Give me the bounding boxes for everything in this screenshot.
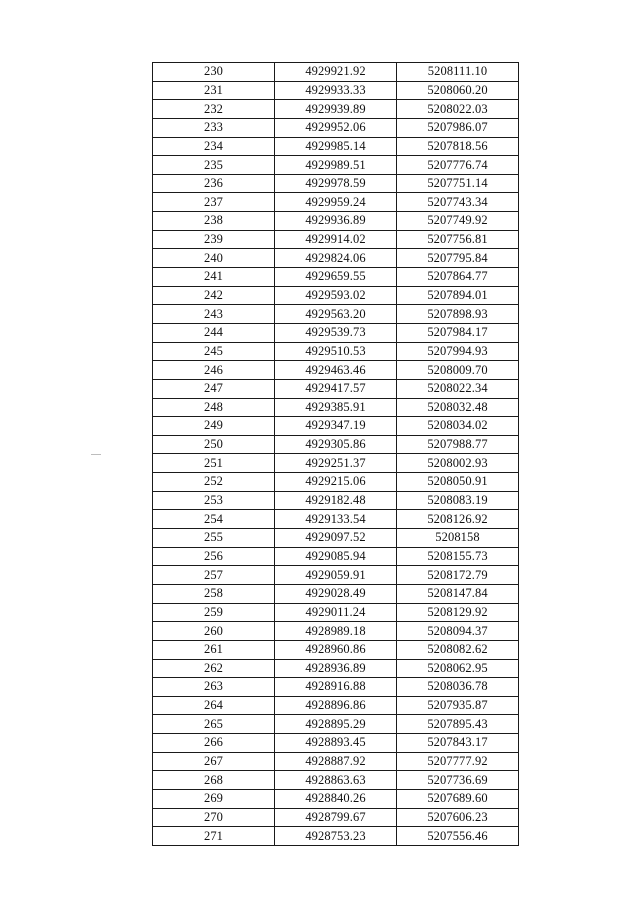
table-row [153, 100, 519, 119]
x-coordinate-cell: 4929011.24 [275, 603, 397, 622]
point-number-cell: 264 [153, 696, 275, 715]
point-number-cell: 260 [153, 622, 275, 641]
point-number-cell: 250 [153, 435, 275, 454]
point-number-cell: 251 [153, 454, 275, 473]
table-row [153, 696, 519, 715]
table-row [153, 529, 519, 548]
y-coordinate-cell: 5207818.56 [397, 137, 519, 156]
table-row [153, 547, 519, 566]
point-number-cell: 232 [153, 100, 275, 119]
x-coordinate-cell: 4929659.55 [275, 268, 397, 287]
table-row [153, 584, 519, 603]
x-coordinate-cell: 4929463.46 [275, 361, 397, 380]
x-coordinate-cell: 4929417.57 [275, 379, 397, 398]
coordinates-table [152, 62, 519, 846]
point-number-cell: 270 [153, 808, 275, 827]
table-row [153, 249, 519, 268]
table-row [153, 566, 519, 585]
x-coordinate-cell: 4929182.48 [275, 491, 397, 510]
x-coordinate-cell: 4928895.29 [275, 715, 397, 734]
y-coordinate-cell: 5208111.10 [397, 63, 519, 82]
y-coordinate-cell: 5207984.17 [397, 323, 519, 342]
point-number-cell: 263 [153, 678, 275, 697]
table-row [153, 454, 519, 473]
y-coordinate-cell: 5207843.17 [397, 734, 519, 753]
point-number-cell: 249 [153, 417, 275, 436]
x-coordinate-cell: 4928916.88 [275, 678, 397, 697]
y-coordinate-cell: 5207935.87 [397, 696, 519, 715]
point-number-cell: 239 [153, 230, 275, 249]
x-coordinate-cell: 4929936.89 [275, 212, 397, 231]
y-coordinate-cell: 5207894.01 [397, 286, 519, 305]
y-coordinate-cell: 5208155.73 [397, 547, 519, 566]
y-coordinate-cell: 5207795.84 [397, 249, 519, 268]
y-coordinate-cell: 5208009.70 [397, 361, 519, 380]
x-coordinate-cell: 4929085.94 [275, 547, 397, 566]
point-number-cell: 248 [153, 398, 275, 417]
point-number-cell: 261 [153, 640, 275, 659]
y-coordinate-cell: 5207749.92 [397, 212, 519, 231]
y-coordinate-cell: 5207988.77 [397, 435, 519, 454]
x-coordinate-cell: 4929952.06 [275, 118, 397, 137]
table-row [153, 678, 519, 697]
y-coordinate-cell: 5208129.92 [397, 603, 519, 622]
point-number-cell: 266 [153, 734, 275, 753]
x-coordinate-cell: 4929921.92 [275, 63, 397, 82]
x-coordinate-cell: 4928896.86 [275, 696, 397, 715]
table-row [153, 417, 519, 436]
point-number-cell: 267 [153, 752, 275, 771]
y-coordinate-cell: 5208060.20 [397, 81, 519, 100]
x-coordinate-cell: 4929933.33 [275, 81, 397, 100]
x-coordinate-cell: 4928960.86 [275, 640, 397, 659]
y-coordinate-cell: 5207556.46 [397, 827, 519, 846]
x-coordinate-cell: 4929215.06 [275, 473, 397, 492]
point-number-cell: 256 [153, 547, 275, 566]
point-number-cell: 269 [153, 789, 275, 808]
point-number-cell: 247 [153, 379, 275, 398]
y-coordinate-cell: 5208147.84 [397, 584, 519, 603]
table-row [153, 789, 519, 808]
y-coordinate-cell: 5208172.79 [397, 566, 519, 585]
y-coordinate-cell: 5208022.03 [397, 100, 519, 119]
x-coordinate-cell: 4928893.45 [275, 734, 397, 753]
point-number-cell: 257 [153, 566, 275, 585]
point-number-cell: 242 [153, 286, 275, 305]
x-coordinate-cell: 4929978.59 [275, 174, 397, 193]
table-row [153, 137, 519, 156]
point-number-cell: 259 [153, 603, 275, 622]
table-row [153, 808, 519, 827]
x-coordinate-cell: 4929097.52 [275, 529, 397, 548]
x-coordinate-cell: 4929985.14 [275, 137, 397, 156]
x-coordinate-cell: 4928936.89 [275, 659, 397, 678]
table-row [153, 398, 519, 417]
x-coordinate-cell: 4928887.92 [275, 752, 397, 771]
point-number-cell: 240 [153, 249, 275, 268]
point-number-cell: 245 [153, 342, 275, 361]
x-coordinate-cell: 4929914.02 [275, 230, 397, 249]
point-number-cell: 243 [153, 305, 275, 324]
y-coordinate-cell: 5208022.34 [397, 379, 519, 398]
table-row [153, 156, 519, 175]
y-coordinate-cell: 5208126.92 [397, 510, 519, 529]
point-number-cell: 241 [153, 268, 275, 287]
x-coordinate-cell: 4929824.06 [275, 249, 397, 268]
point-number-cell: 230 [153, 63, 275, 82]
point-number-cell: 233 [153, 118, 275, 137]
table-row [153, 603, 519, 622]
x-coordinate-cell: 4929385.91 [275, 398, 397, 417]
x-coordinate-cell: 4928753.23 [275, 827, 397, 846]
table-row [153, 734, 519, 753]
point-number-cell: 244 [153, 323, 275, 342]
y-coordinate-cell: 5207606.23 [397, 808, 519, 827]
table-row [153, 286, 519, 305]
point-number-cell: 265 [153, 715, 275, 734]
x-coordinate-cell: 4929959.24 [275, 193, 397, 212]
point-number-cell: 238 [153, 212, 275, 231]
x-coordinate-cell: 4929593.02 [275, 286, 397, 305]
y-coordinate-cell: 5208002.93 [397, 454, 519, 473]
table-row [153, 230, 519, 249]
table-row [153, 212, 519, 231]
x-coordinate-cell: 4929563.20 [275, 305, 397, 324]
y-coordinate-cell: 5207895.43 [397, 715, 519, 734]
x-coordinate-cell: 4928840.26 [275, 789, 397, 808]
point-number-cell: 235 [153, 156, 275, 175]
point-number-cell: 253 [153, 491, 275, 510]
x-coordinate-cell: 4929510.53 [275, 342, 397, 361]
table-row [153, 473, 519, 492]
y-coordinate-cell: 5207864.77 [397, 268, 519, 287]
y-coordinate-cell: 5207689.60 [397, 789, 519, 808]
y-coordinate-cell: 5208034.02 [397, 417, 519, 436]
point-number-cell: 254 [153, 510, 275, 529]
point-number-cell: 246 [153, 361, 275, 380]
y-coordinate-cell: 5208032.48 [397, 398, 519, 417]
point-number-cell: 262 [153, 659, 275, 678]
y-coordinate-cell: 5207898.93 [397, 305, 519, 324]
table-row [153, 379, 519, 398]
y-coordinate-cell: 5207743.34 [397, 193, 519, 212]
point-number-cell: 258 [153, 584, 275, 603]
x-coordinate-cell: 4929989.51 [275, 156, 397, 175]
x-coordinate-cell: 4929028.49 [275, 584, 397, 603]
scan-speck [91, 454, 101, 455]
x-coordinate-cell: 4928863.63 [275, 771, 397, 790]
table-row [153, 640, 519, 659]
x-coordinate-cell: 4928799.67 [275, 808, 397, 827]
point-number-cell: 271 [153, 827, 275, 846]
x-coordinate-cell: 4929539.73 [275, 323, 397, 342]
table-row [153, 323, 519, 342]
x-coordinate-cell: 4928989.18 [275, 622, 397, 641]
table-row [153, 771, 519, 790]
table-row [153, 342, 519, 361]
y-coordinate-cell: 5208036.78 [397, 678, 519, 697]
x-coordinate-cell: 4929305.86 [275, 435, 397, 454]
table-row [153, 510, 519, 529]
table-row [153, 361, 519, 380]
y-coordinate-cell: 5207756.81 [397, 230, 519, 249]
y-coordinate-cell: 5208082.62 [397, 640, 519, 659]
point-number-cell: 255 [153, 529, 275, 548]
y-coordinate-cell: 5208062.95 [397, 659, 519, 678]
y-coordinate-cell: 5207777.92 [397, 752, 519, 771]
table-row [153, 63, 519, 82]
x-coordinate-cell: 4929133.54 [275, 510, 397, 529]
y-coordinate-cell: 5207994.93 [397, 342, 519, 361]
y-coordinate-cell: 5207751.14 [397, 174, 519, 193]
table-row [153, 827, 519, 846]
x-coordinate-cell: 4929251.37 [275, 454, 397, 473]
table-row [153, 622, 519, 641]
y-coordinate-cell: 5208050.91 [397, 473, 519, 492]
point-number-cell: 237 [153, 193, 275, 212]
y-coordinate-cell: 5208083.19 [397, 491, 519, 510]
table-row [153, 193, 519, 212]
table-row [153, 81, 519, 100]
table-row [153, 118, 519, 137]
table-row [153, 715, 519, 734]
point-number-cell: 252 [153, 473, 275, 492]
x-coordinate-cell: 4929347.19 [275, 417, 397, 436]
point-number-cell: 236 [153, 174, 275, 193]
coordinates-table-body [153, 63, 519, 846]
y-coordinate-cell: 5208094.37 [397, 622, 519, 641]
x-coordinate-cell: 4929939.89 [275, 100, 397, 119]
table-row [153, 174, 519, 193]
table-row [153, 491, 519, 510]
x-coordinate-cell: 4929059.91 [275, 566, 397, 585]
y-coordinate-cell: 5207736.69 [397, 771, 519, 790]
y-coordinate-cell: 5207776.74 [397, 156, 519, 175]
y-coordinate-cell: 5207986.07 [397, 118, 519, 137]
point-number-cell: 268 [153, 771, 275, 790]
point-number-cell: 234 [153, 137, 275, 156]
table-row [153, 435, 519, 454]
table-row [153, 268, 519, 287]
table-row [153, 659, 519, 678]
y-coordinate-cell: 5208158 [397, 529, 519, 548]
point-number-cell: 231 [153, 81, 275, 100]
table-row [153, 305, 519, 324]
table-row [153, 752, 519, 771]
